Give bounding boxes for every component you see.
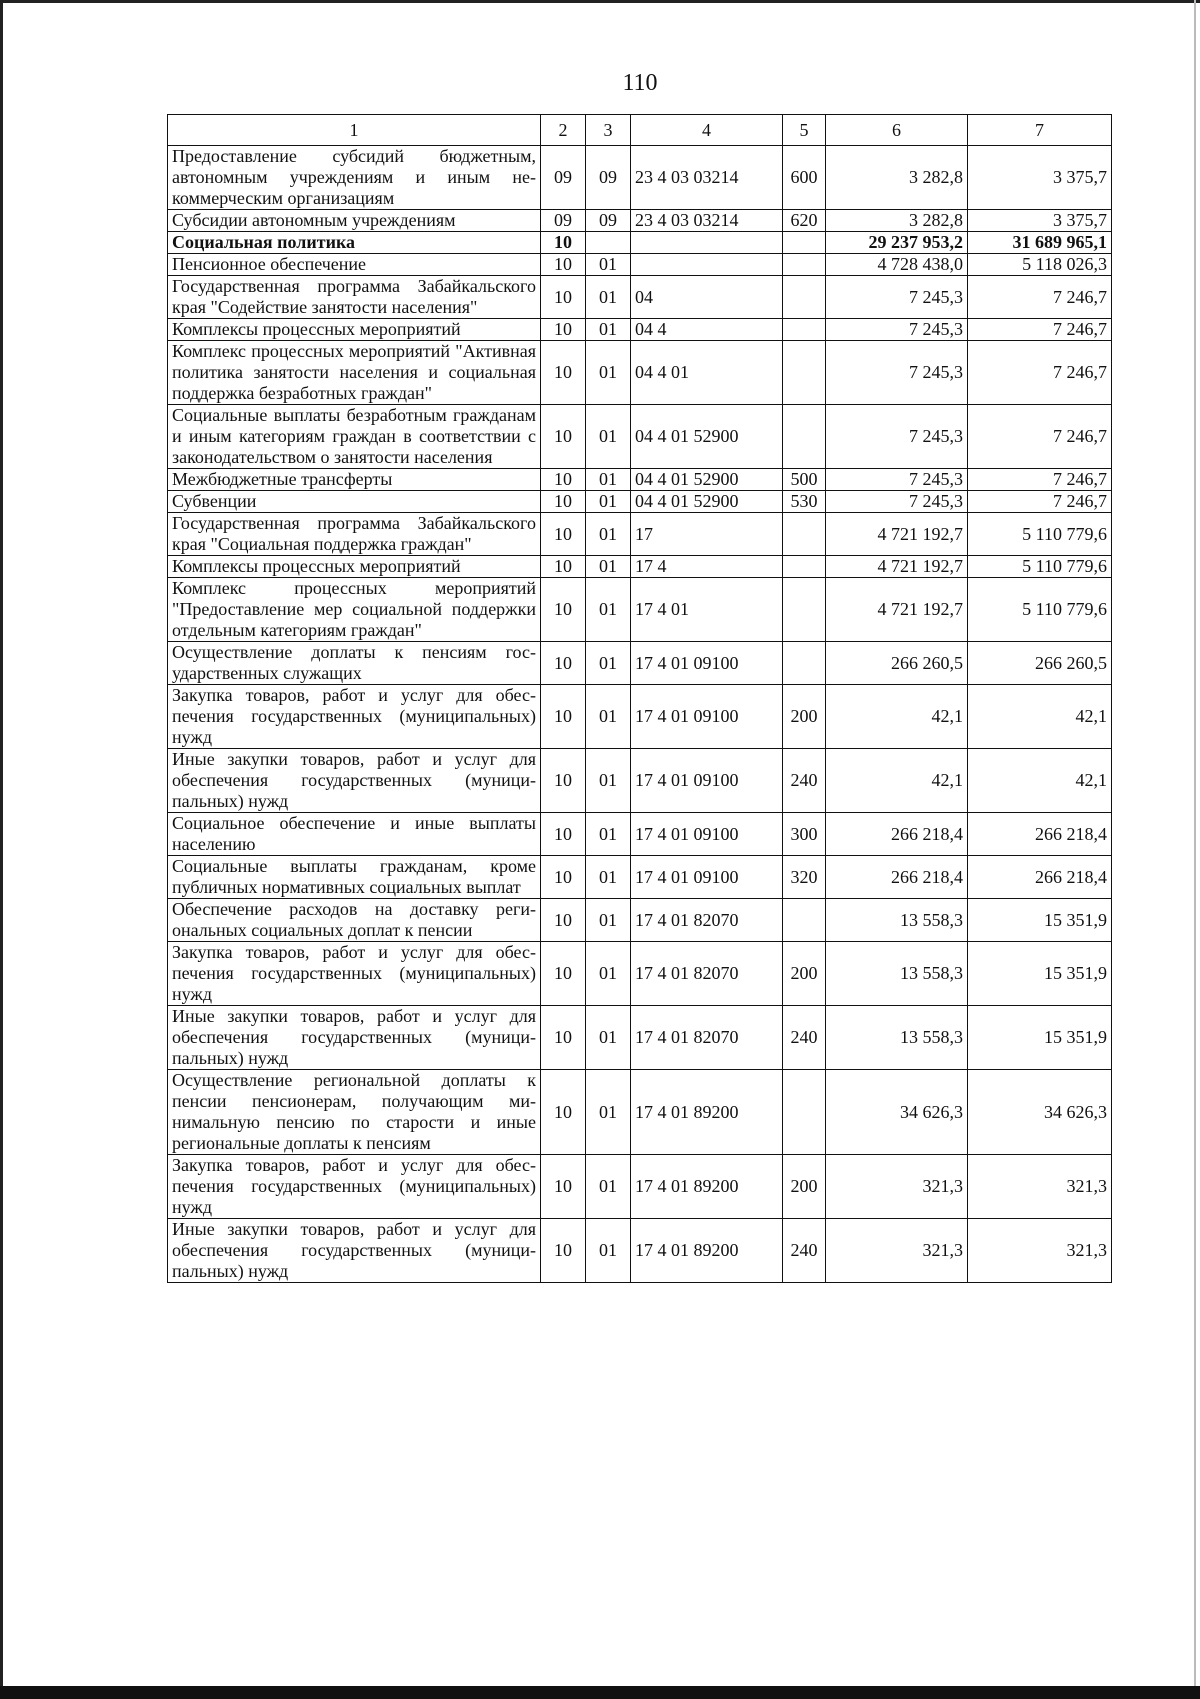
table-row <box>168 1006 1112 1070</box>
table-row <box>168 856 1112 899</box>
table-row <box>168 556 1112 578</box>
amount-year2-cell: 15 351,9 <box>968 1006 1112 1070</box>
target-article-cell: 17 4 01 89200 <box>631 1155 783 1219</box>
section-code-cell: 10 <box>541 685 586 749</box>
table-row <box>168 942 1112 1006</box>
row-name-cell: Комплекс процессных мероприятий "Активная политика занятости населения и социальная поддержка безработных граждан" <box>168 341 541 405</box>
expense-type-cell <box>783 1070 826 1155</box>
amount-year1-cell: 34 626,3 <box>826 1070 968 1155</box>
subsection-code-cell: 01 <box>586 578 631 642</box>
expense-type-cell: 240 <box>783 749 826 813</box>
target-article-cell: 17 4 01 89200 <box>631 1219 783 1283</box>
section-code-cell: 10 <box>541 813 586 856</box>
section-code-cell: 10 <box>541 232 586 254</box>
section-code-cell: 10 <box>541 1219 586 1283</box>
target-article-cell: 17 4 01 09100 <box>631 642 783 685</box>
header-cell-6: 6 <box>826 115 968 146</box>
table-row <box>168 146 1112 210</box>
section-code-cell: 10 <box>541 899 586 942</box>
amount-year1-cell: 13 558,3 <box>826 942 968 1006</box>
amount-year2-cell: 321,3 <box>968 1219 1112 1283</box>
amount-year2-cell: 5 110 779,6 <box>968 578 1112 642</box>
table-row <box>168 899 1112 942</box>
table-row <box>168 341 1112 405</box>
amount-year1-cell: 13 558,3 <box>826 1006 968 1070</box>
expense-type-cell: 200 <box>783 942 826 1006</box>
row-name-cell: Комплексы процессных мероприятий <box>168 556 541 578</box>
section-code-cell: 10 <box>541 513 586 556</box>
scan-border-top <box>0 0 1200 3</box>
section-code-cell: 10 <box>541 469 586 491</box>
amount-year2-cell: 42,1 <box>968 685 1112 749</box>
row-name-cell: Иные закупки товаров, работ и услуг для обеспечения государственных (муниципальных) нужд <box>168 1006 541 1070</box>
expense-type-cell: 320 <box>783 856 826 899</box>
subsection-code-cell: 01 <box>586 254 631 276</box>
amount-year1-cell: 7 245,3 <box>826 341 968 405</box>
row-name-cell: Осуществление региональной доплаты к пенсии пенсионерам, получающим минимальную пенсию по старости и иные региональные доплаты к пенсиям <box>168 1070 541 1155</box>
section-code-cell: 10 <box>541 341 586 405</box>
subsection-code-cell: 01 <box>586 469 631 491</box>
row-name-cell: Социальное обеспечение и иные выплаты населению <box>168 813 541 856</box>
target-article-cell: 04 <box>631 276 783 319</box>
section-code-cell: 09 <box>541 210 586 232</box>
subsection-code-cell: 09 <box>586 210 631 232</box>
target-article-cell: 17 4 01 09100 <box>631 813 783 856</box>
subsection-code-cell: 01 <box>586 1219 631 1283</box>
target-article-cell: 17 4 01 <box>631 578 783 642</box>
amount-year2-cell: 7 246,7 <box>968 405 1112 469</box>
amount-year1-cell: 13 558,3 <box>826 899 968 942</box>
expense-type-cell <box>783 319 826 341</box>
expense-type-cell: 300 <box>783 813 826 856</box>
target-article-cell: 17 4 01 89200 <box>631 1070 783 1155</box>
section-code-cell: 10 <box>541 942 586 1006</box>
row-name-cell: Социальная политика <box>168 232 541 254</box>
table-row <box>168 578 1112 642</box>
section-code-cell: 10 <box>541 491 586 513</box>
expense-type-cell: 600 <box>783 146 826 210</box>
table-row <box>168 1070 1112 1155</box>
table-row <box>168 491 1112 513</box>
amount-year1-cell: 7 245,3 <box>826 405 968 469</box>
row-name-cell: Закупка товаров, работ и услуг для обеспечения государственных (муниципальных) нужд <box>168 1155 541 1219</box>
expense-type-cell: 620 <box>783 210 826 232</box>
target-article-cell <box>631 254 783 276</box>
expense-type-cell: 500 <box>783 469 826 491</box>
row-name-cell: Социальные выплаты безработным гражданам и иным категориям граждан в соответствии с законодательством о занятости населения <box>168 405 541 469</box>
subsection-code-cell: 01 <box>586 642 631 685</box>
target-article-cell: 04 4 01 <box>631 341 783 405</box>
amount-year2-cell: 7 246,7 <box>968 341 1112 405</box>
amount-year2-cell: 15 351,9 <box>968 942 1112 1006</box>
subsection-code-cell: 01 <box>586 556 631 578</box>
subsection-code-cell: 01 <box>586 405 631 469</box>
header-cell-3: 3 <box>586 115 631 146</box>
expense-type-cell: 240 <box>783 1219 826 1283</box>
row-name-cell: Иные закупки товаров, работ и услуг для обеспечения государственных (муниципальных) нужд <box>168 749 541 813</box>
row-name-cell: Обеспечение расходов на доставку региональных социальных доплат к пенсии <box>168 899 541 942</box>
target-article-cell: 17 4 01 09100 <box>631 685 783 749</box>
row-name-cell: Государственная программа Забайкальского края "Содействие занятости населения" <box>168 276 541 319</box>
target-article-cell: 04 4 01 52900 <box>631 491 783 513</box>
table-row <box>168 319 1112 341</box>
target-article-cell: 17 4 01 82070 <box>631 1006 783 1070</box>
section-code-cell: 10 <box>541 319 586 341</box>
table-row <box>168 749 1112 813</box>
subsection-code-cell: 01 <box>586 341 631 405</box>
table-row <box>168 642 1112 685</box>
section-code-cell: 10 <box>541 642 586 685</box>
row-name-cell: Комплексы процессных мероприятий <box>168 319 541 341</box>
section-code-cell: 09 <box>541 146 586 210</box>
row-name-cell: Пенсионное обеспечение <box>168 254 541 276</box>
row-name-cell: Комплекс процессных мероприятий "Предоставление мер социальной поддержки отдельным категориям граждан" <box>168 578 541 642</box>
section-code-cell: 10 <box>541 1155 586 1219</box>
table-row <box>168 469 1112 491</box>
target-article-cell: 17 4 <box>631 556 783 578</box>
subsection-code-cell: 01 <box>586 899 631 942</box>
amount-year2-cell: 266 260,5 <box>968 642 1112 685</box>
row-name-cell: Осуществление доплаты к пенсиям государственных служащих <box>168 642 541 685</box>
amount-year1-cell: 4 721 192,7 <box>826 513 968 556</box>
amount-year1-cell: 4 728 438,0 <box>826 254 968 276</box>
amount-year1-cell: 321,3 <box>826 1155 968 1219</box>
table-row <box>168 232 1112 254</box>
amount-year2-cell: 3 375,7 <box>968 210 1112 232</box>
table-row <box>168 405 1112 469</box>
amount-year2-cell: 266 218,4 <box>968 813 1112 856</box>
subsection-code-cell: 01 <box>586 685 631 749</box>
subsection-code-cell: 01 <box>586 276 631 319</box>
amount-year1-cell: 266 218,4 <box>826 813 968 856</box>
row-name-cell: Закупка товаров, работ и услуг для обеспечения государственных (муниципальных) нужд <box>168 942 541 1006</box>
page-number: 110 <box>622 70 658 96</box>
amount-year2-cell: 7 246,7 <box>968 469 1112 491</box>
table-row <box>168 1219 1112 1283</box>
amount-year1-cell: 42,1 <box>826 685 968 749</box>
subsection-code-cell: 01 <box>586 749 631 813</box>
subsection-code-cell: 01 <box>586 942 631 1006</box>
expense-type-cell: 200 <box>783 1155 826 1219</box>
amount-year2-cell: 3 375,7 <box>968 146 1112 210</box>
row-name-cell: Субсидии автономным учреждениям <box>168 210 541 232</box>
row-name-cell: Государственная программа Забайкальского края "Социальная поддержка граждан" <box>168 513 541 556</box>
expense-type-cell <box>783 556 826 578</box>
amount-year2-cell: 5 110 779,6 <box>968 513 1112 556</box>
amount-year1-cell: 3 282,8 <box>826 210 968 232</box>
subsection-code-cell <box>586 232 631 254</box>
target-article-cell: 04 4 01 52900 <box>631 469 783 491</box>
row-name-cell: Закупка товаров, работ и услуг для обеспечения государственных (муниципальных) нужд <box>168 685 541 749</box>
amount-year1-cell: 4 721 192,7 <box>826 556 968 578</box>
target-article-cell: 17 4 01 09100 <box>631 856 783 899</box>
section-code-cell: 10 <box>541 556 586 578</box>
amount-year2-cell: 31 689 965,1 <box>968 232 1112 254</box>
table-row <box>168 276 1112 319</box>
expense-type-cell <box>783 276 826 319</box>
amount-year1-cell: 7 245,3 <box>826 491 968 513</box>
section-code-cell: 10 <box>541 405 586 469</box>
expense-type-cell <box>783 405 826 469</box>
amount-year1-cell: 29 237 953,2 <box>826 232 968 254</box>
table-row <box>168 1155 1112 1219</box>
amount-year1-cell: 3 282,8 <box>826 146 968 210</box>
target-article-cell: 23 4 03 03214 <box>631 210 783 232</box>
amount-year2-cell: 7 246,7 <box>968 319 1112 341</box>
amount-year2-cell: 42,1 <box>968 749 1112 813</box>
row-name-cell: Межбюджетные трансферты <box>168 469 541 491</box>
amount-year1-cell: 266 260,5 <box>826 642 968 685</box>
expense-type-cell <box>783 578 826 642</box>
target-article-cell: 04 4 <box>631 319 783 341</box>
row-name-cell: Социальные выплаты гражданам, кроме публичных нормативных социальных выплат <box>168 856 541 899</box>
amount-year2-cell: 7 246,7 <box>968 491 1112 513</box>
expense-type-cell: 200 <box>783 685 826 749</box>
amount-year1-cell: 7 245,3 <box>826 469 968 491</box>
scan-border-right <box>1194 0 1196 1699</box>
row-name-cell: Предоставление субсидий бюджетным, автономным учреждениям и иным некоммерческим организациям <box>168 146 541 210</box>
section-code-cell: 10 <box>541 856 586 899</box>
expense-type-cell: 240 <box>783 1006 826 1070</box>
target-article-cell <box>631 232 783 254</box>
table-row <box>168 210 1112 232</box>
amount-year1-cell: 4 721 192,7 <box>826 578 968 642</box>
amount-year2-cell: 266 218,4 <box>968 856 1112 899</box>
expense-type-cell <box>783 254 826 276</box>
section-code-cell: 10 <box>541 1070 586 1155</box>
subsection-code-cell: 01 <box>586 1155 631 1219</box>
amount-year1-cell: 42,1 <box>826 749 968 813</box>
budget-table <box>167 114 1112 1283</box>
target-article-cell: 17 4 01 09100 <box>631 749 783 813</box>
subsection-code-cell: 09 <box>586 146 631 210</box>
amount-year2-cell: 5 118 026,3 <box>968 254 1112 276</box>
subsection-code-cell: 01 <box>586 1006 631 1070</box>
table-row <box>168 254 1112 276</box>
table-row <box>168 685 1112 749</box>
target-article-cell: 17 4 01 82070 <box>631 899 783 942</box>
header-cell-4: 4 <box>631 115 783 146</box>
scan-border-left <box>0 0 3 1699</box>
amount-year2-cell: 34 626,3 <box>968 1070 1112 1155</box>
scan-border-bottom <box>0 1686 1200 1699</box>
amount-year2-cell: 321,3 <box>968 1155 1112 1219</box>
header-row <box>168 115 1112 146</box>
amount-year1-cell: 7 245,3 <box>826 319 968 341</box>
table-row <box>168 513 1112 556</box>
expense-type-cell <box>783 513 826 556</box>
subsection-code-cell: 01 <box>586 513 631 556</box>
expense-type-cell <box>783 899 826 942</box>
subsection-code-cell: 01 <box>586 856 631 899</box>
subsection-code-cell: 01 <box>586 1070 631 1155</box>
target-article-cell: 17 4 01 82070 <box>631 942 783 1006</box>
expense-type-cell <box>783 232 826 254</box>
section-code-cell: 10 <box>541 254 586 276</box>
amount-year2-cell: 5 110 779,6 <box>968 556 1112 578</box>
target-article-cell: 04 4 01 52900 <box>631 405 783 469</box>
amount-year1-cell: 7 245,3 <box>826 276 968 319</box>
target-article-cell: 17 <box>631 513 783 556</box>
row-name-cell: Субвенции <box>168 491 541 513</box>
header-cell-2: 2 <box>541 115 586 146</box>
subsection-code-cell: 01 <box>586 813 631 856</box>
header-cell-1: 1 <box>168 115 541 146</box>
amount-year2-cell: 15 351,9 <box>968 899 1112 942</box>
section-code-cell: 10 <box>541 1006 586 1070</box>
amount-year2-cell: 7 246,7 <box>968 276 1112 319</box>
section-code-cell: 10 <box>541 276 586 319</box>
amount-year1-cell: 321,3 <box>826 1219 968 1283</box>
section-code-cell: 10 <box>541 578 586 642</box>
header-cell-7: 7 <box>968 115 1112 146</box>
subsection-code-cell: 01 <box>586 319 631 341</box>
table-row <box>168 813 1112 856</box>
expense-type-cell <box>783 341 826 405</box>
amount-year1-cell: 266 218,4 <box>826 856 968 899</box>
section-code-cell: 10 <box>541 749 586 813</box>
header-cell-5: 5 <box>783 115 826 146</box>
expense-type-cell <box>783 642 826 685</box>
row-name-cell: Иные закупки товаров, работ и услуг для обеспечения государственных (муниципальных) нужд <box>168 1219 541 1283</box>
target-article-cell: 23 4 03 03214 <box>631 146 783 210</box>
subsection-code-cell: 01 <box>586 491 631 513</box>
expense-type-cell: 530 <box>783 491 826 513</box>
